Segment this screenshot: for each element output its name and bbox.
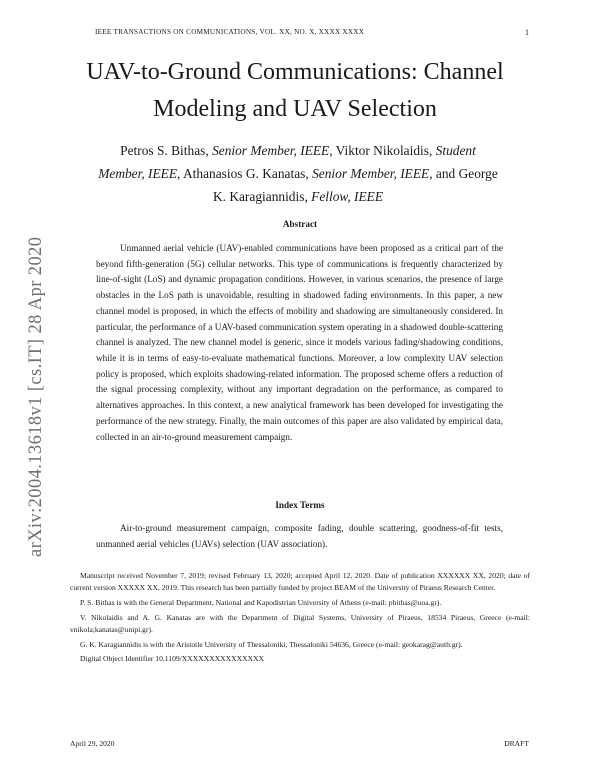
footer-draft-label: DRAFT (504, 739, 529, 748)
author-affiliation: Senior Member, IEEE (312, 166, 430, 181)
page-number: 1 (525, 28, 529, 37)
author-affiliation: Senior Member, IEEE (212, 143, 330, 158)
footnote-authors-nikolaidis-kanatas: V. Nikolaidis and A. G. Kanatas are with the Department of Digital Systems, University of Piraeus, 18534 Piraeus, Greece (e-mail: vnikola;kanatas@unipi.gr). (70, 612, 530, 634)
author-name: Petros S. Bithas (120, 143, 206, 158)
author-affiliation: Fellow, IEEE (311, 189, 384, 204)
index-terms-heading: Index Terms (275, 500, 325, 510)
abstract-heading: Abstract (282, 219, 318, 229)
abstract-text: Unmanned aerial vehicle (UAV)-enabled communications have been proposed as a critical part of the beyond fifth-generation (5G) cellular networks. This type of communications is frequently characterized by line-of-sight (LoS) and dynamic propagation conditions. However, in various scenarios, the presence of large obstacles in the LoS path is unavoidable, resulting in shadowed fading environments. In this paper, a new channel model is proposed, in which the effects of mobility and shadowing are simultaneously considered. In particular, the performance of a UAV-based communication system operating in a shadowed double-scattering channel is analyzed. The new channel model is generic, since it models various fading/shadowing conditions, while it is in terms of easy-to-evaluate mathematical functions. Moreover, a low complexity UAV selection policy is proposed, which exploits shadowing-related information. The proposed scheme offers a reduction of the signal processing complexity, without any important degradation on the performance, as compared to alternatives approaches. In this context, a new analytical framework has been developed for investigating the performance of the new strategy. Finally, the main outcomes of this paper are also validated by empirical data, collected in an air-to-ground measurement campaign. (96, 243, 503, 442)
author-name: George K. Karagiannidis (212, 166, 498, 204)
footnote-author-bithas: P. S. Bithas is with the General Department, National and Kapodistrian University of Athens (e-mail: pbithas@uoa.gr). (80, 598, 442, 608)
author-name: Athanasios G. Kanatas (183, 166, 306, 181)
footnote-doi: Digital Object Identifier 10.1109/XXXXXXXXXXXXXXX (80, 654, 265, 664)
footer-date: April 29, 2020 (70, 739, 115, 748)
author-name: Viktor Nikolaidis (335, 143, 429, 158)
footnote-author-karagiannidis: G. K. Karagiannidis is with the Aristotle University of Thessaloniki, Thessaloniki 54636, Greece (e-mail: geokarag@auth.gr). (80, 640, 463, 650)
index-terms-text: Air-to-ground measurement campaign, composite fading, double scattering, goodness-of-fit tests, unmanned aerial vehicles (UAVs) selection (UAV association). (96, 523, 503, 549)
arxiv-identifier[interactable]: arXiv:2004.13618v1 [cs.IT] 28 Apr 2020 (26, 236, 46, 557)
author-affiliation: Student Member, IEEE (98, 143, 476, 181)
footnote-manuscript: Manuscript received November 7, 2019; revised February 13, 2020; accepted April 12, 2020. Date of publication XXXXXX XX, 2020; date of current version XXXXX XX, 2019. This research has been partially funded by project BEAM of the University of Piraeus Research Center. (70, 571, 530, 593)
footnotes (70, 570, 530, 668)
paper-title: UAV-to-Ground Communications: Channel Modeling and UAV Selection (86, 59, 504, 122)
author-list: Petros S. Bithas, Senior Member, IEEE, Viktor Nikolaidis, Student Member, IEEE, Athanasios G. Kanatas, Senior Member, IEEE, and George K. Karagiannidis, Fellow, IEEE (98, 143, 498, 204)
running-header: IEEE TRANSACTIONS ON COMMUNICATIONS, VOL. XX, NO. X, XXXX XXXX (95, 28, 365, 36)
